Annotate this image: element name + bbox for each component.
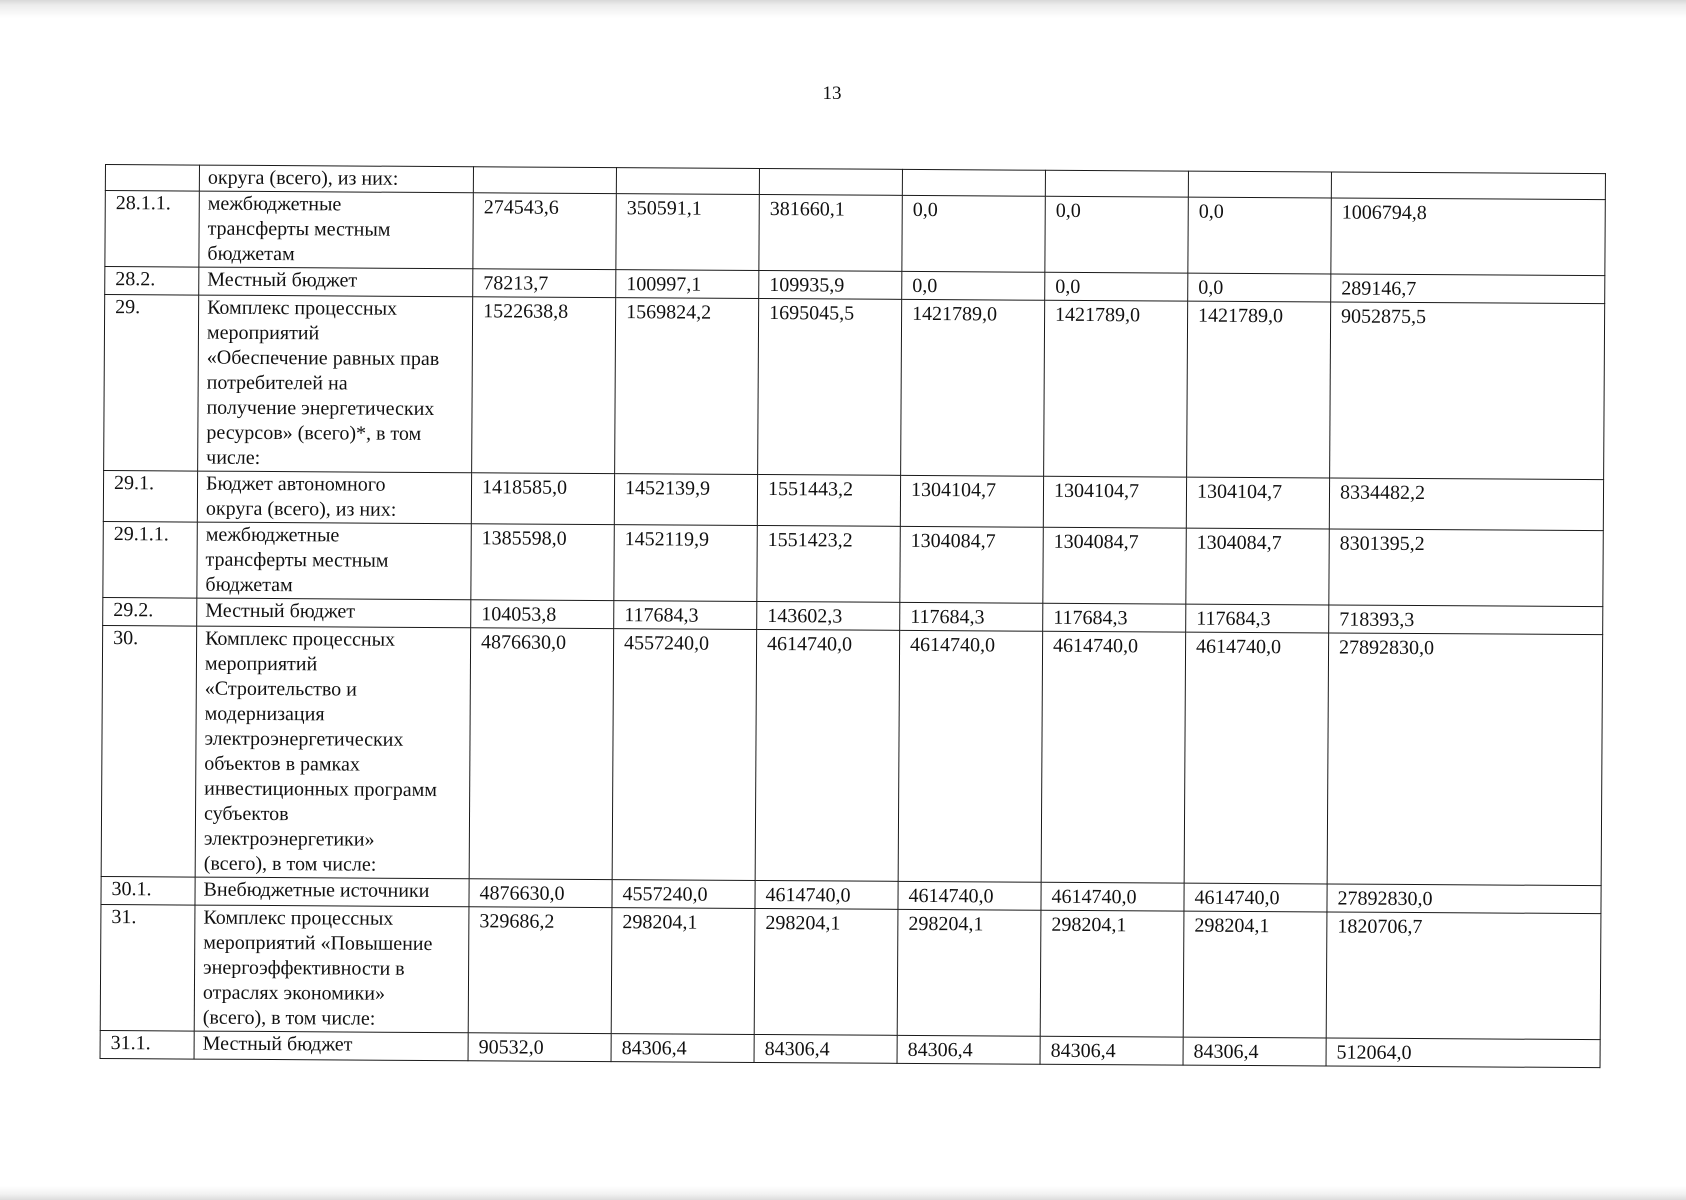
row-value-cell: 274543,6	[473, 193, 616, 270]
row-value-cell: 117684,3	[1186, 604, 1329, 633]
row-value-cell	[1045, 170, 1188, 197]
row-value-cell: 4614740,0	[755, 629, 900, 881]
row-value-cell	[1188, 171, 1331, 198]
row-value-cell: 329686,2	[468, 907, 612, 1034]
row-total-cell: 9052875,5	[1330, 302, 1605, 480]
row-value-cell: 298204,1	[1040, 910, 1184, 1037]
page-number: 13	[822, 83, 842, 104]
row-value-cell	[759, 168, 902, 195]
row-name-cell: округа (всего), из них:	[199, 165, 473, 193]
table-body	[100, 165, 1605, 1068]
row-name-cell: Комплекс процессных мероприятий «Строительство и модернизация электроэнергетических объектов в рамках инвестиционных программ субъектов электроэнергетики» (всего), в том числе:	[195, 626, 471, 879]
row-value-cell: 4876630,0	[469, 628, 614, 880]
table-row	[100, 904, 1601, 1039]
row-value-cell: 298204,1	[754, 908, 898, 1035]
row-name-cell: Бюджет автономного округа (всего), из них:	[197, 471, 471, 524]
row-name-cell: Местный бюджет	[197, 598, 471, 628]
row-value-cell: 4876630,0	[469, 879, 612, 908]
row-value-cell: 1418585,0	[471, 473, 614, 525]
row-value-cell: 1385598,0	[471, 524, 614, 601]
row-value-cell: 117684,3	[1043, 603, 1186, 632]
row-value-cell: 381660,1	[759, 194, 902, 271]
row-name-cell: Местный бюджет	[194, 1031, 468, 1061]
row-name-cell: межбюджетные трансферты местным бюджетам	[197, 522, 471, 600]
row-value-cell: 4614740,0	[1041, 631, 1186, 883]
scan-edge-top	[0, 0, 1686, 18]
row-name-cell: Внебюджетные источники	[195, 877, 469, 907]
row-value-cell: 1452139,9	[614, 474, 757, 526]
row-value-cell: 78213,7	[473, 269, 616, 298]
row-value-cell: 1452119,9	[614, 525, 757, 602]
row-value-cell: 0,0	[1045, 272, 1188, 301]
row-value-cell: 84306,4	[611, 1034, 754, 1063]
row-value-cell: 0,0	[1188, 197, 1331, 274]
row-value-cell: 1421789,0	[901, 299, 1045, 476]
row-value-cell: 90532,0	[468, 1033, 611, 1062]
row-value-cell: 298204,1	[1183, 911, 1327, 1038]
row-code-cell: 29.2.	[103, 597, 197, 626]
budget-table	[100, 164, 1606, 1068]
row-code-cell: 31.	[100, 904, 195, 1031]
row-value-cell: 1551423,2	[757, 525, 900, 602]
row-value-cell: 4614740,0	[898, 881, 1041, 910]
row-value-cell: 4557240,0	[612, 629, 757, 881]
row-value-cell: 143602,3	[757, 601, 900, 630]
row-value-cell: 1304104,7	[1186, 477, 1329, 529]
row-value-cell	[616, 168, 759, 195]
row-value-cell: 298204,1	[611, 908, 755, 1035]
row-total-cell	[1331, 172, 1605, 200]
row-value-cell: 117684,3	[900, 602, 1043, 631]
row-value-cell: 1421789,0	[1187, 301, 1331, 478]
row-value-cell: 4614740,0	[898, 630, 1043, 882]
row-value-cell: 84306,4	[897, 1035, 1040, 1064]
row-total-cell: 27892830,0	[1327, 884, 1601, 914]
row-code-cell: 29.	[104, 295, 199, 472]
row-code-cell: 28.1.1.	[105, 191, 199, 268]
table-row	[101, 625, 1603, 885]
row-name-cell: Комплекс процессных мероприятий «Повышение энергоэффективности в отраслях экономики» (всего), в том числе:	[194, 905, 469, 1033]
row-value-cell: 1304084,7	[1186, 528, 1329, 605]
row-value-cell: 0,0	[902, 195, 1045, 272]
row-value-cell: 1695045,5	[758, 298, 902, 475]
row-total-cell: 1820706,7	[1326, 912, 1601, 1040]
row-value-cell: 0,0	[1045, 196, 1188, 273]
row-value-cell: 109935,9	[759, 270, 902, 299]
row-value-cell: 84306,4	[754, 1034, 897, 1063]
row-code-cell: 30.1.	[101, 876, 195, 905]
row-value-cell: 1421789,0	[1044, 300, 1188, 477]
row-code-cell: 29.1.1.	[103, 521, 197, 598]
row-value-cell: 1304084,7	[1043, 527, 1186, 604]
row-total-cell: 27892830,0	[1327, 633, 1603, 886]
row-code-cell: 30.	[101, 625, 197, 877]
row-value-cell: 84306,4	[1040, 1036, 1183, 1065]
row-value-cell: 1522638,8	[472, 297, 616, 474]
row-value-cell	[473, 167, 616, 194]
row-value-cell: 84306,4	[1183, 1037, 1326, 1066]
row-name-cell: Местный бюджет	[199, 267, 473, 297]
row-name-cell: межбюджетные трансферты местным бюджетам	[199, 191, 473, 269]
row-total-cell: 512064,0	[1326, 1038, 1600, 1068]
row-value-cell: 4614740,0	[755, 880, 898, 909]
row-value-cell: 4614740,0	[1041, 882, 1184, 911]
row-value-cell: 1304104,7	[1043, 476, 1186, 528]
table-row	[103, 521, 1603, 606]
row-code-cell: 31.1.	[100, 1030, 194, 1059]
row-value-cell: 0,0	[902, 271, 1045, 300]
table-row	[104, 295, 1605, 480]
row-value-cell: 104053,8	[471, 600, 614, 629]
row-value-cell: 1569824,2	[615, 298, 759, 475]
row-value-cell: 350591,1	[616, 194, 759, 271]
row-value-cell: 0,0	[1188, 273, 1331, 302]
row-value-cell: 117684,3	[614, 601, 757, 630]
table-row	[103, 470, 1603, 530]
row-value-cell: 4614740,0	[1184, 632, 1329, 884]
row-total-cell: 718393,3	[1329, 605, 1603, 635]
row-total-cell: 1006794,8	[1331, 198, 1605, 276]
row-value-cell: 1304104,7	[900, 475, 1043, 527]
row-value-cell: 298204,1	[897, 909, 1041, 1036]
row-value-cell: 4557240,0	[612, 880, 755, 909]
row-code-cell: 28.2.	[105, 267, 199, 296]
row-total-cell: 8301395,2	[1329, 529, 1603, 607]
row-value-cell: 100997,1	[616, 270, 759, 299]
row-value-cell: 1551443,2	[757, 474, 900, 526]
row-total-cell: 8334482,2	[1329, 478, 1603, 531]
budget-table-wrapper	[100, 164, 1605, 1068]
row-total-cell: 289146,7	[1331, 274, 1605, 304]
table-row	[105, 191, 1605, 276]
row-value-cell	[902, 169, 1045, 196]
row-name-cell: Комплекс процессных мероприятий «Обеспечение равных прав потребителей на получение энергетических ресурсов» (всего)*, в том числе:	[198, 295, 473, 473]
row-value-cell: 4614740,0	[1184, 883, 1327, 912]
row-code-cell: 29.1.	[103, 470, 197, 522]
scan-edge-bottom	[0, 1186, 1686, 1200]
row-value-cell: 1304084,7	[900, 526, 1043, 603]
row-code-cell	[105, 165, 199, 192]
